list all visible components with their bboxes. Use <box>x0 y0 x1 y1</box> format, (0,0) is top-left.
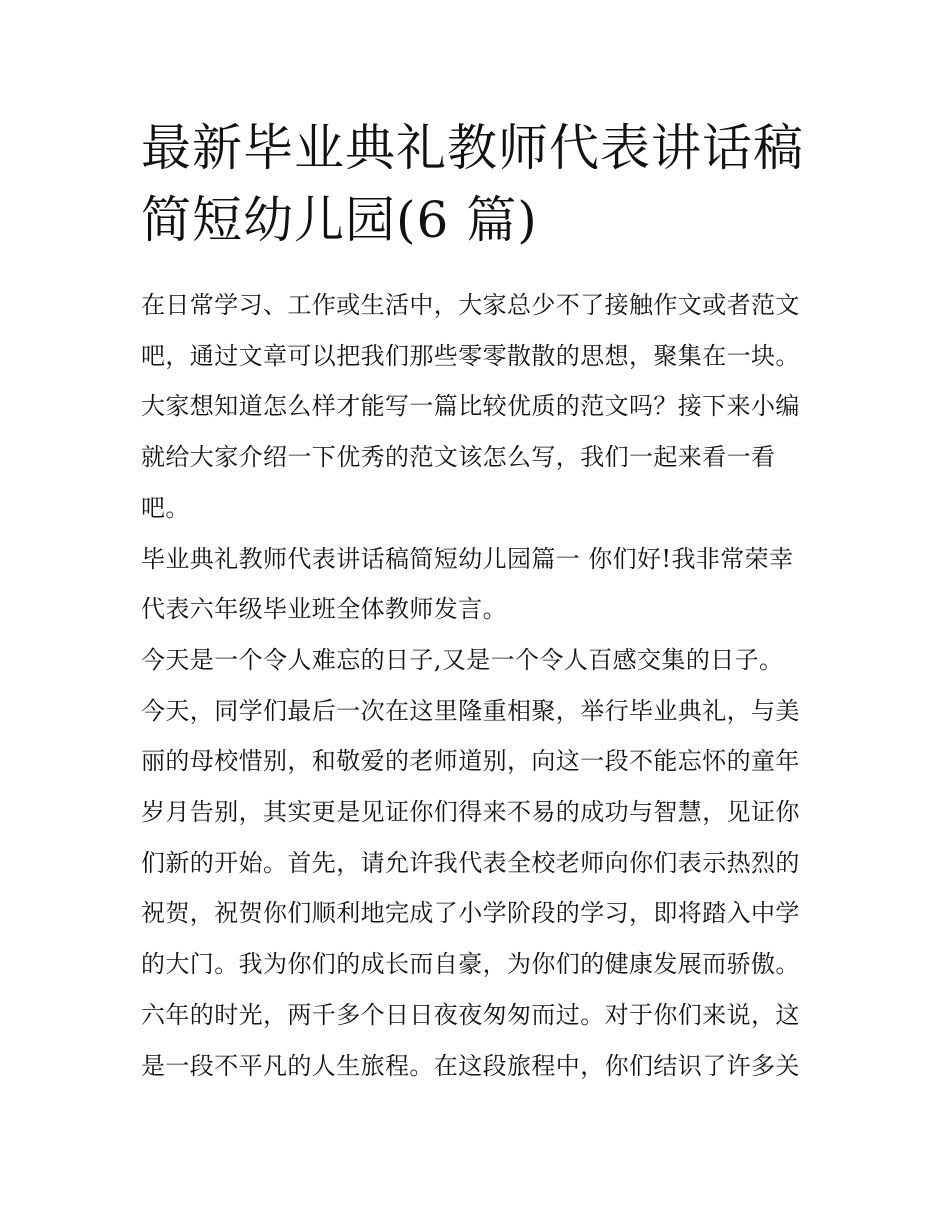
paragraph-line: 吧，通过文章可以把我们那些零零散散的思想，聚集在一块。 <box>141 341 800 370</box>
paragraph-line: 们新的开始。首先，请允许我代表全校老师向你们表示热烈的 <box>141 848 800 877</box>
paragraph-line: 祝贺，祝贺你们顺利地完成了小学阶段的学习，即将踏入中学 <box>141 899 800 928</box>
paragraph-intro <box>141 280 817 534</box>
paragraph-today <box>141 686 817 990</box>
paragraph-line: 今天，同学们最后一次在这里隆重相聚，举行毕业典礼，与美 <box>141 696 800 725</box>
paragraph-line: 代表六年级毕业班全体教师发言。 <box>141 595 507 624</box>
paragraph-line: 毕业典礼教师代表讲话稿简短幼儿园篇一 你们好!我非常荣幸 <box>141 544 794 573</box>
paragraph-chapter-one-heading <box>141 534 817 635</box>
title-line-1: 最新毕业典礼教师代表讲话稿 <box>141 119 804 177</box>
paragraph-line: 在日常学习、工作或生活中，大家总少不了接触作文或者范文 <box>141 291 800 319</box>
paragraph-line: 大家想知道怎么样才能写一篇比较优质的范文吗？接下来小编 <box>141 392 800 421</box>
paragraph-line: 六年的时光，两千多个日日夜夜匆匆而过。对于你们来说，这 <box>141 1000 800 1029</box>
paragraph-line: 是一段不平凡的人生旅程。在这段旅程中，你们结识了许多关 <box>141 1051 800 1080</box>
title-line-2: 简短幼儿园(6 篇) <box>141 191 538 249</box>
paragraph-line: 丽的母校惜别，和敬爱的老师道别，向这一段不能忘怀的童年 <box>141 747 800 776</box>
paragraph-memorable-day <box>141 635 817 686</box>
paragraph-line: 岁月告别，其实更是见证你们得来不易的成功与智慧，见证你 <box>141 798 800 827</box>
paragraph-line: 的大门。我为你们的成长而自豪，为你们的健康发展而骄傲。 <box>141 950 800 979</box>
paragraph-line: 今天是一个令人难忘的日子,又是一个令人百感交集的日子。 <box>141 645 784 674</box>
paragraph-six-years <box>141 990 817 1091</box>
document-body <box>141 280 817 1091</box>
document-title <box>141 112 821 256</box>
paragraph-line: 就给大家介绍一下优秀的范文该怎么写，我们一起来看一看 <box>141 443 776 472</box>
paragraph-line: 吧。 <box>141 493 190 522</box>
